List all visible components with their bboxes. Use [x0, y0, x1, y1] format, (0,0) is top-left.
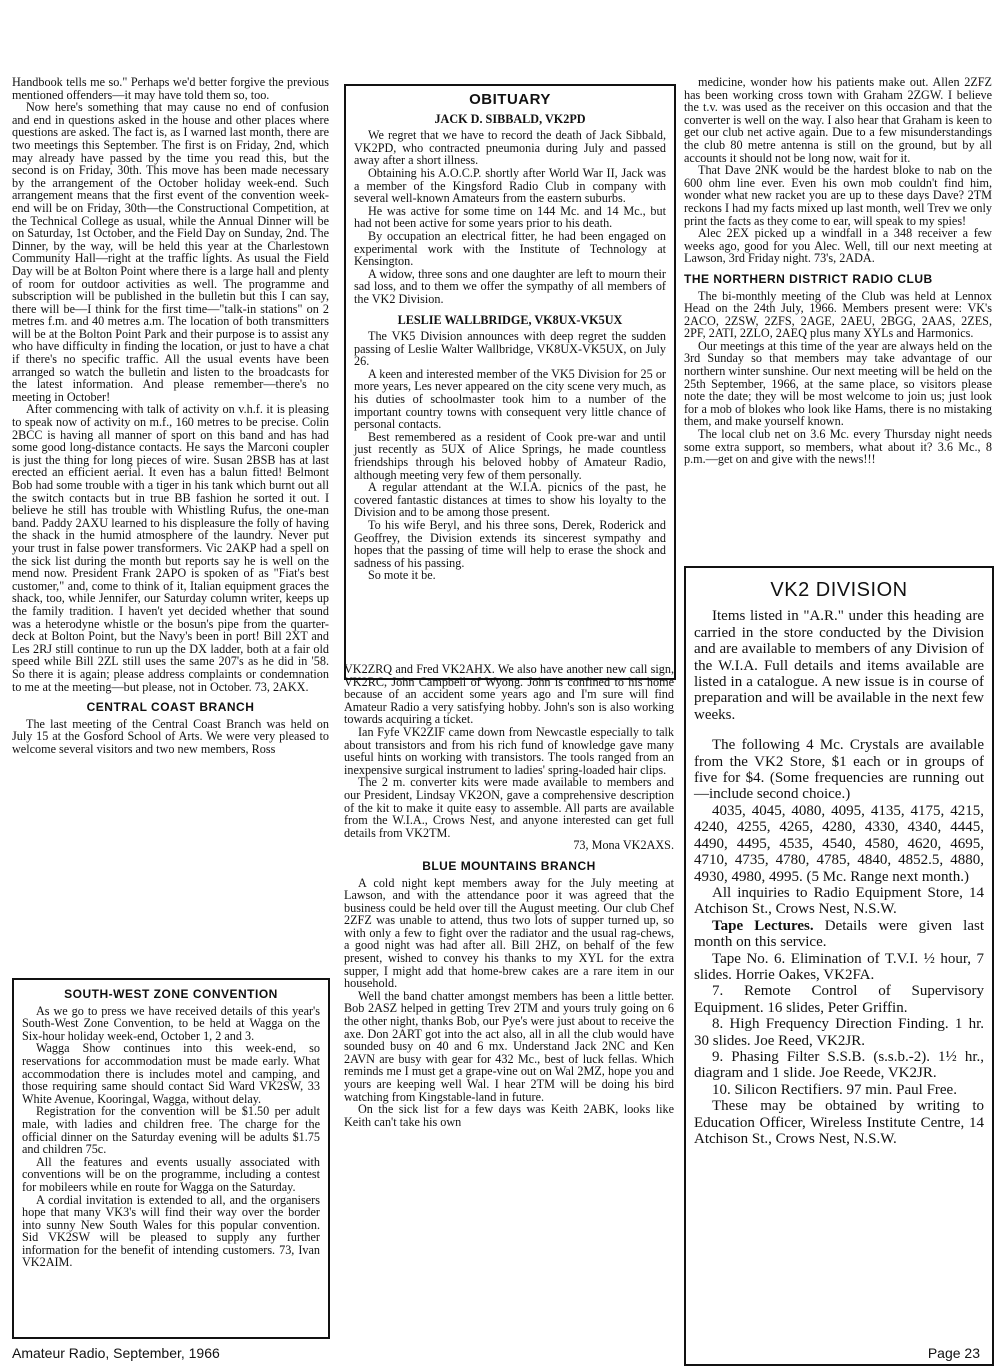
- page-number: Page 23: [927, 1345, 980, 1361]
- paragraph: Ian Fyfe VK2ZIF came down from Newcastle especially to talk about transistors and from his rich fund of knowledge gave many useful hints on working with transistors. The tools ranged from an inexpensive surgical instrument to ladies' spring-loaded hair clips.: [344, 724, 674, 777]
- paragraph: After commencing with talk of activity on v.h.f. it is pleasing to speak now of activity on m.f., 160 metres to be precise. Colin 2BCC is having all manner of sport on this band and has had some good long-distance contacts. He says the Marconi coupler is just the thing for long pieces of wire. Susan 2BSB has at last erected an efficient aerial. It even has a balun fitted! Belmont Bob had some trouble with a tiger in his tank which burnt out all the switch contacts but in true BB fashion he sorted it out. I believe he still has trouble with Whistling Rufus, the one-man band. Paddy 2AXU learned to his displeasure the folly of having the shack in the humid atmosphere of the laundry. Never put your trust in false power transformers. Vic 2AKP had a spell on the sick list during the month but reports say he is well on the mend now. President Frank 2APO is spoken of as "Fiat's best customer," and, come to think of it, Italian equipment graces the shack, too, while Jennifer, our Saturday column writer, keeps up the family tradition. I haven't yet decided whether that sound was a heterodyne whistle or the bosun's pipe from the quarter-deck at Bolton Point, but the Navy's been in port! Bill 2XT and Les 2RJ still continue to run up the DX ladder, both at a fair old speed while Bill 2ZL still uses the same 207's as he did in '58. So there it is again; please address complaints or condemnation to me at the meeting—but please, not in October. 73, 2AKX.: [12, 402, 329, 694]
- tape-item: 7. Remote Control of Supervisory Equipment. 16 slides, Peter Griffin.: [694, 983, 984, 1016]
- section-heading-central-coast: CENTRAL COAST BRANCH: [86, 700, 255, 715]
- paragraph: Wagga Show continues into this week-end, so reservations for accommodation must be made early. What accommodation there is includes motel and camping, and those requiring same should contact Sid Ward VK2SW, 33 White Avenue, Kooringal, Wagga, without delay.: [22, 1041, 320, 1106]
- vk2-division-heading: VK2 DIVISION: [770, 579, 908, 601]
- paragraph: A keen and interested member of the VK5 Division for 25 or more years, Les never appeared on the city scene very much, as his duties of schoolmaster took him to a number of the important country towns with consequent very little chance of personal contacts.: [354, 366, 666, 432]
- paragraph: A cold night kept members away for the July meeting at Lawson, and with the attendance poor it was agreed that the business could be held over till the August meeting. Our club Chef 2ZFZ was unable to attend, thus two lots of supper turned up, so with only a few to fight over the radiator and the usual rag-chews, a good night was had after all. Bill 2HZ, on behalf of the few present, wished to convey his thanks to my XYL for the extra supper, I might add that home-brew cakes are a rare item in our household.: [344, 875, 674, 991]
- signature: 73, Mona VK2AXS.: [573, 838, 674, 853]
- column-3: [684, 76, 992, 466]
- paragraph: Best remembered as a resident of Cook pre-war and until just recently as 5UX of Alice Springs, he made countless friendships through his beloved hobby of Amateur Radio, although meeting very few of them personally.: [354, 429, 666, 482]
- publication-info: Amateur Radio, September, 1966: [12, 1345, 220, 1361]
- paragraph: The following 4 Mc. Crystals are available from the VK2 Store, $1 each or in groups of five for $4. (Some frequencies are running out—include second choice.): [694, 737, 984, 803]
- paragraph: All inquiries to Radio Equipment Store, 14 Atchison St., Crows Nest, N.S.W.: [694, 884, 984, 918]
- paragraph: We regret that we have to record the death of Jack Sibbald, VK2PD, who contracted pneumonia during July and passed away after a short illness.: [354, 128, 666, 168]
- paragraph: Alec 2EX picked up a windfall in a 348 receiver a few weeks ago, good for you Alec. Well, till our next meeting at Lawson, 3rd Friday night. 73's, 2ADA.: [684, 226, 992, 266]
- obituary-box: [344, 84, 676, 680]
- section-heading-blue-mountains: BLUE MOUNTAINS BRANCH: [422, 858, 596, 873]
- south-west-zone-box: [12, 978, 330, 1339]
- paragraph: That Dave 2NK would be the hardest bloke to nab on the 600 ohm line ever. Even his own mob couldn't find him, wonder what new racket you are up to these days Dave? 2TM reckons I had my facts mixed up last month, well Trev we only print the facts as they come to ear, will speak to my spies!: [684, 163, 992, 228]
- obituary-name-sibbald: JACK D. SIBBALD, VK2PD: [434, 111, 586, 126]
- paragraph: A regular attendant at the W.I.A. picnics of the past, he covered fantastic distances at times to show his loyalty to the Division and to be among those present.: [354, 480, 666, 520]
- paragraph: The last meeting of the Central Coast Branch was held on July 15 at the Gosford School of Arts. We were very pleased to welcome several visitors and two new members, Ross: [12, 716, 329, 756]
- paragraph: By occupation an electrical fitter, he had been engaged on experimental work with the Institute of Technology at Kensington.: [354, 228, 666, 269]
- obituary-heading: OBITUARY: [469, 91, 551, 108]
- column-2-lower: [344, 663, 674, 1128]
- section-heading-south-west: SOUTH-WEST ZONE CONVENTION: [64, 987, 278, 1001]
- vk2-division-box: [684, 566, 994, 1366]
- paragraph: Our meetings at this time of the year are always held on the 3rd Sunday so that members may take advantage of our northern winter sunshine. Our next meeting will be held on the 25th September, 1966, at the same place, so visitors please note the date; they will be most welcome to join us; just look for a mob of blokes who look like Hams, there is no mistaking them, and make yourself known.: [684, 338, 992, 429]
- paragraph: So mote it be.: [368, 568, 436, 583]
- column-1: [12, 76, 329, 755]
- paragraph: To his wife Beryl, and his three sons, Derek, Roderick and Geoffrey, the Division extends its sincerest sympathy and hopes that the passing of time will help to erase the shock and sadness of his passing.: [354, 518, 666, 570]
- paragraph: These may be obtained by writing to Education Officer, Wireless Institute Centre, 14 Atchison St., Crows Nest, N.S.W.: [694, 1098, 984, 1147]
- tape-item: 9. Phasing Filter S.S.B. (s.s.b.-2). 1½ hr., diagram and 1 slide. Joe Reede, VK2JR.: [694, 1048, 984, 1082]
- crystal-list: 4035, 4045, 4080, 4095, 4135, 4175, 4215, 4240, 4255, 4265, 4280, 4330, 4340, 4445, 4490, 4495, 4535, 4540, 4580, 4620, 4695, 4710, 4735, 4780, 4785, 4840, 4852.5, 4880, 4930, 4980, 4995. (5 Mc. Range next month.): [694, 802, 984, 885]
- paragraph: Items listed in "A.R." under this heading are carried in the store conducted by the Division and are available to members of any Division of the W.I.A. Full details and items available are listed in a catalogue. A new issue is in course of preparation and will be available in the next few weeks.: [694, 608, 984, 723]
- paragraph: On the sick list for a few days was Keith 2ABK, looks like Keith can't take his own: [344, 1102, 674, 1129]
- paragraph: He was active for some time on 144 Mc. and 14 Mc., but had not been active for some years prior to his death.: [354, 203, 666, 231]
- page-footer: [12, 1345, 980, 1361]
- paragraph: [694, 918, 984, 951]
- paragraph: The bi-monthly meeting of the Club was held at Lennox Head on the 24th July, 1966. Members present were: VK's 2ACO, 2ZSW, 2ZFS, 2AGE, 2AEU, 2BGG, 2AAS, 2ZES, 2PF, 2ATI, 2ZLO, 2AEQ plus many XYLs and Harmonics.: [684, 288, 992, 341]
- section-heading-northern: THE NORTHERN DISTRICT RADIO CLUB: [684, 271, 933, 286]
- obituary-name-wallbridge: LESLIE WALLBRIDGE, VK8UX-VK5UX: [397, 312, 623, 327]
- tape-item: 8. High Frequency Direction Finding. 1 hr. 30 slides. Joe Reed, VK2JR.: [694, 1016, 984, 1049]
- paragraph: VK2ZRQ and Fred VK2AHX. We also have another new call sign, VK2RC, John Campbell of Wyong. John is confined to his home because of an accident some years ago and I'm sure will find Amateur Radio a very satisfying hobby. John's son is also working towards acquiring a ticket.: [344, 662, 674, 727]
- paragraph: A cordial invitation is extended to all, and the organisers hope that many VK3's will find their way over the border into sunny New South Wales for this popular convention. Sid VK2SW will be pleased to supply any further information for the benefit of intending customers. 73, Ivan VK2AIM.: [22, 1192, 320, 1270]
- tape-item: Tape No. 6. Elimination of T.V.I. ½ hour, 7 slides. Horrie Oakes, VK2FA.: [694, 950, 984, 983]
- tape-lectures-intro: Details were given last month on this service.: [694, 917, 984, 951]
- paragraph: The 2 m. converter kits were made available to members and our President, Lindsay VK2ON, gave a comprehensive description of the kit to make it quite easy to assemble. All parts are available from the W.I.A., Crows Nest, and anyone interested can get full details from VK2TM.: [344, 775, 674, 840]
- paragraph: Now here's something that may cause no end of confusion and end in questions asked in the house and other places where questions are asked. The fact is, as I warned last month, there are two meetings this September. The first is on Friday, 2nd, which may already have passed by the time you read this, but the second is on Friday, 30th. This move has been made necessary by the arrangement of the October holiday week-end. Such arrangement means that the first event of the convention week-end will be on Friday, 30th—the Constructional Competition, at the Technical College as usual, while the Annual Dinner will be on Saturday, 1st October, and the Field Day on Sunday, 2nd. The Dinner, by the way, will be held this year at the Charlestown Community Hall—right at the traffic lights. As usual the Field Day will be at Bolton Point where there is a large hall and plenty of room for outdoor activities as well. The programme and subscription will be published in the bulletin but this I can say, there will be—I think for the first time—"talk-in stations" on 2 metres f.m. and 40 metres a.m. The location of both transmitters will be at the Bolton Point Park and their purpose is to assist any who have difficulty in finding the location, or just to have a chat if there's no specific traffic. All the usual events have been arranged so watch the bulletin and listen to the broadcasts for the latest information. And please remember—there's no meeting in October!: [12, 100, 329, 404]
- paragraph: Obtaining his A.O.C.P. shortly after World War II, Jack was a member of the Kingsford Radio Club in company with several well-known Amateurs from the eastern suburbs.: [354, 165, 666, 206]
- paragraph: Registration for the convention will be $1.50 per adult male, with ladies and children free. The charge for the official dinner on the Saturday evening will be adults $1.75 and children 75c.: [22, 1104, 320, 1157]
- paragraph: All the features and events usually associated with conventions will be on the programme, including a contest for mobileers while en route for Wagga on the Saturday.: [22, 1154, 320, 1194]
- paragraph: Well the band chatter amongst members has been a little better. Bob 2ASZ helped in getting Trev 2TM and yours truly going on 6 the other night, thanks Bob, our Pye's were just about to receive the axe. Don 2ART got into the act also, all in all the club would have sounded busy on 40 and 6 mx. Understand Jack 2NC and Ken 2AVN are busy with gear for 432 Mc., best of luck fellas. Which reminds me I must get a grape-vine out on Wal 2MZ, hope you and yours are keeping well Wal. I hear 2TM will be doing his bird watching from Kingstable-land in future.: [344, 988, 674, 1104]
- paragraph: medicine, wonder how his patients make out. Allen 2ZFZ has been working cross town with Graham 2ZGW. I believe the t.v. was used as the receiver on this occasion and that the converter is well on the way. I also hear that Graham is keen to get our club net active again. Due to a few misunderstandings the club 80 metre antenna is still on the ground, but by all accounts it should not be long now, wait for it.: [684, 75, 992, 165]
- paragraph: A widow, three sons and one daughter are left to mourn their sad loss, and to them we offer the sympathy of all members of the VK2 Division.: [354, 266, 666, 306]
- paragraph: As we go to press we have received details of this year's South-West Zone Convention, to be held at Wagga on the Six-hour holiday week-end, October 1, 2 and 3.: [22, 1003, 320, 1043]
- tape-item: 10. Silicon Rectifiers. 97 min. Paul Free.: [712, 1081, 957, 1098]
- paragraph: The VK5 Division announces with deep regret the sudden passing of Leslie Walter Wallbridge, VK8UX-VK5UX, on July 26.: [354, 329, 666, 369]
- paragraph: Handbook tells me so." Perhaps we'd better forgive the previous mentioned offenders—it may have told them so, too.: [12, 75, 329, 102]
- paragraph: The local club net on 3.6 Mc. every Thursday night needs some extra support, so members, what about it? 3.6 Mc., 8 p.m.—get on and give with the news!!!: [684, 427, 992, 467]
- tape-lectures-title: Tape Lectures.: [712, 917, 814, 934]
